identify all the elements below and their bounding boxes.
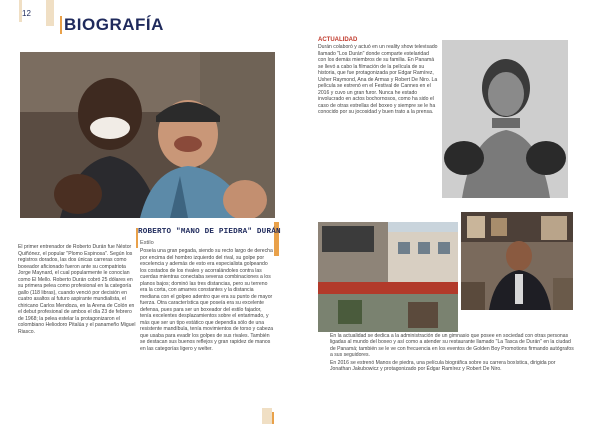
- section-heading: ROBERTO "MANO DE PIEDRA" DURÁN: [138, 228, 281, 236]
- page-title: BIOGRAFÍA: [64, 15, 164, 34]
- decor-bar: [46, 0, 54, 26]
- decor-bar: [60, 16, 62, 34]
- decor-bar: [272, 412, 274, 424]
- portrait-photo: [442, 40, 568, 198]
- left-column-text: El primer entrenador de Roberto Durán fue Néstor Quiñónez, el popular "Plomo Espinosa". Según los registros dorados, las dos únicas carreras como boxeador aficionado fueron ante su compatriota Jorge Maynard, el cual popularmente le conocían como El Mello. Roberto Durán cobró 25 dólares en su primera pelea como profesional en la categoría gallo (118 libras), cuando venció por decisión en cuatro asaltos al futuro aspirante mundialista, el chiricano Carlos Mendoza, en la Arena de Colón en el debut profesional de ambos el día 23 de febrero de 1968; la pelea estelar la protagonizaron el colombiano Heliodoro Pitalúa y el panameño Miguel Riasco.: [18, 244, 136, 335]
- right-column-text: Durán colaboró y actuó en un reality show televisado llamado "Los Durán" donde comparte estelaridad con los demás miembros de su familia. En Panamá se llevó a cabo la filmación de la película de su historia, que fue protagonizada por Edgar Ramírez, Usher Raymond, Ana de Armas y Robert De Niro. La película se estrenó en el Festival de Cannes en el 2016 y cuvo un gran furor. Nunca he estado involucrado en actos bochornosos, como ha sido el caso de otras estrellas del boxeo y siempre se le ha conocido por su jocosidad y buen trato a la prensa.: [318, 44, 438, 115]
- bottom-column-text: [330, 333, 575, 372]
- bottom-paragraph: En 2016 se estrenó Manos de piedra, una película biográfica sobre su carrera boxística, dirigida por Jonathan Jakubowicz y protagonizado por Édgar Ramírez y Robert De Niro.: [330, 359, 556, 373]
- store-photo: [461, 212, 573, 310]
- middle-column-text: Poseía una gran pegada, siendo su recto largo de derecha por encima del hombro izquierdo del rival, su golpe por excelencia y además de esto era especialista golpeando los costados de los rivales y acorralándoles contra las cuerdas mientras conectaba severas combinaciones a los planos bajos; dominó las tres distancias, pero su terreno era la corta, con amarres constantes y la distancia mediana con el golpeo adentro que era su punto de mayor fuerza. Otra característica que poseía era su excelente defensa, pues para ser un boxeador del estilo fajador, tenía excelentes desplazamientos sobre el entarimado, y más que ser un tipo estático que dependía sólo de una resistente mandíbula, tenía movimientos de torso y cabeza que usaba para evadir los golpes de sus rivales. También se destacan sus buenos reflejos y gran rapidez de manos en las categorías ligero y welter.: [140, 248, 274, 352]
- decor-bar: [262, 408, 272, 424]
- building-photo: [318, 222, 458, 332]
- actualidad-label: ACTUALIDAD: [318, 37, 358, 43]
- subheading-estilo: Estilo: [140, 240, 154, 246]
- page-number: 12: [22, 9, 31, 18]
- main-photo: [20, 52, 275, 218]
- bottom-paragraph: En la actualidad se dedica a la administración de un gimnasio que posee en sociedad con otras personas ligadas al mundo del boxeo y así como a atender su restaurante llamado "La Tasca de Durán" en la ciudad de Panamá; también se le ve con frecuencia en los eventos de Golden Boy Promotions firmando autógrafos a sus seguidores.: [330, 333, 574, 359]
